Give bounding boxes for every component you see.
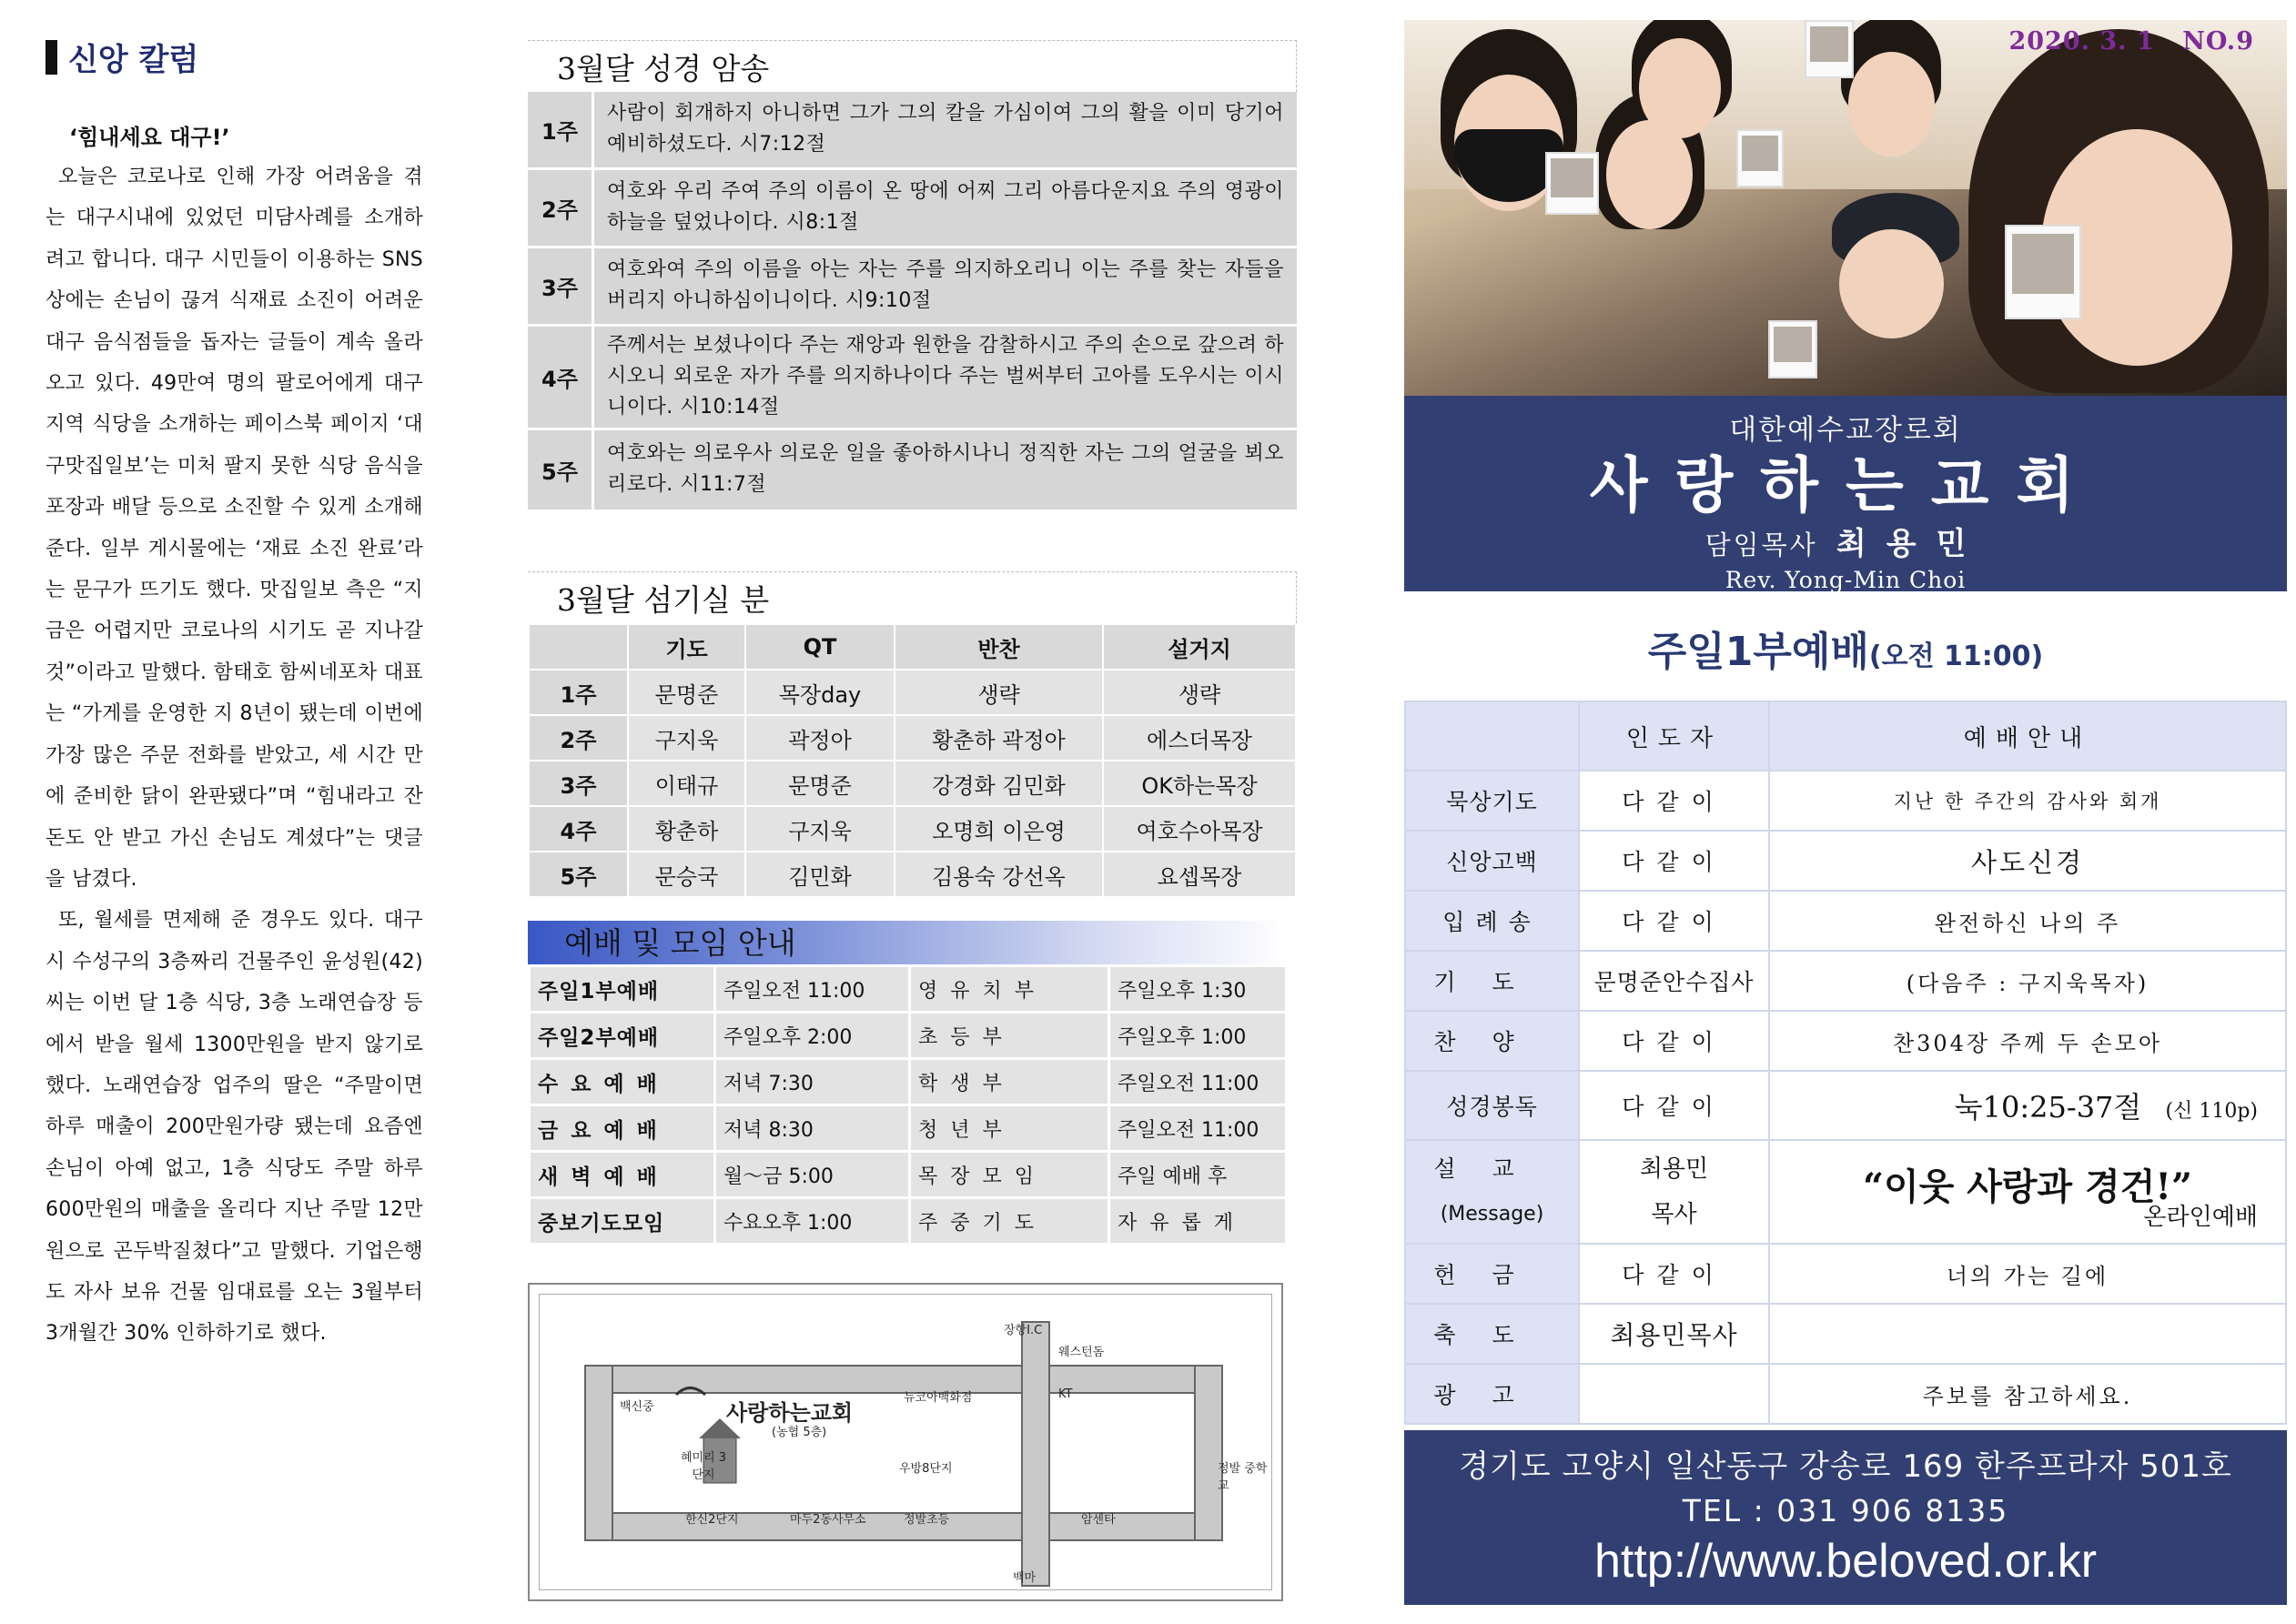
memory-verse-section bbox=[528, 40, 1297, 512]
duty-cell: 구지욱 bbox=[745, 806, 895, 852]
schedule-time: 주일오후 1:00 bbox=[1109, 1013, 1287, 1059]
issue-number: NO.9 bbox=[2182, 27, 2254, 55]
pastor-title: 담임목사 bbox=[1704, 530, 1818, 560]
schedule-time: 저녁 7:30 bbox=[715, 1059, 910, 1105]
duty-cell: 김용숙 강선옥 bbox=[895, 852, 1103, 897]
order-desc: 주보를 참고하세요. bbox=[1769, 1364, 2286, 1424]
order-leader: 문명준안수집사 bbox=[1579, 951, 1769, 1011]
column-paragraph: 또, 월세를 면제해 준 경우도 있다. 대구시 수성구의 3층짜리 건물주인 윤성원(42)씨는 이번 달 1층 식당, 3층 노래연습장 등에서 받을 월세 1300만원을 받지 않기로 했다. 노래연습장 업주의 딸은 “주말이면 하루 매출이 200만원가량 됐는데 요즘엔 손님이 아예 없고, 1층 식당도 주말 하루 600만원의 매출을 올리다 지난 주말 12만원으로 곤두박질쳤다”고 말했다. 기업은행도 자사 보유 건물 임대료를 오는 3월부터 3개월간 30% 인하하기로 했다. bbox=[46, 909, 423, 1346]
church-website-link[interactable]: http://www.beloved.or.kr bbox=[1593, 1535, 2098, 1588]
order-row bbox=[1405, 1244, 2286, 1304]
church-banner bbox=[1404, 396, 2287, 591]
schedule-time: 주일오전 11:00 bbox=[1109, 1059, 1287, 1105]
map-label: KT bbox=[1058, 1387, 1073, 1401]
order-leader: 다같이 bbox=[1579, 1071, 1769, 1140]
map-frame bbox=[539, 1294, 1272, 1590]
map-roads bbox=[540, 1295, 1275, 1593]
issue-date: 2020. 3. 1 bbox=[2008, 27, 2155, 55]
schedule-dept: 영유치부 bbox=[910, 966, 1109, 1013]
order-leader: 다같이 bbox=[1579, 771, 1769, 831]
schedule-time: 주일오전 11:00 bbox=[1109, 1105, 1287, 1152]
duty-col-header: QT bbox=[745, 624, 895, 670]
schedule-time: 주일오후 1:30 bbox=[1109, 966, 1287, 1013]
duty-heading: 3월달 섬기실 분 bbox=[528, 571, 1297, 623]
map-label: 장항I.C bbox=[1004, 1324, 1043, 1337]
order-desc: 완전하신 나의 주 bbox=[1769, 891, 2286, 951]
duty-row bbox=[529, 852, 1296, 897]
order-leader: 최용민목사 bbox=[1579, 1304, 1769, 1364]
duty-week: 4주 bbox=[529, 806, 628, 852]
schedule-row bbox=[530, 1105, 1287, 1152]
order-header-row bbox=[1405, 701, 2286, 771]
memory-row bbox=[528, 92, 1297, 168]
memory-week: 2주 bbox=[528, 168, 593, 247]
schedule-name: 새벽예배 bbox=[530, 1152, 715, 1198]
church-address: 경기도 고양시 일산동구 강송로 169 한주프라자 501호 bbox=[1459, 1448, 2232, 1485]
schedule-row bbox=[530, 1198, 1287, 1245]
order-row bbox=[1405, 831, 2286, 891]
schedule-name: 금요예배 bbox=[530, 1105, 715, 1152]
duty-cell: 문명준 bbox=[745, 761, 895, 806]
schedule-dept: 주중기도 bbox=[910, 1198, 1109, 1245]
order-desc: 지난 한 주간의 감사와 회개 bbox=[1769, 771, 2286, 831]
order-row bbox=[1405, 891, 2286, 951]
order-leader: 다같이 bbox=[1579, 891, 1769, 951]
schedule-section bbox=[528, 921, 1288, 1246]
duty-col-header: 기도 bbox=[628, 624, 745, 670]
schedule-table bbox=[528, 964, 1288, 1246]
order-leader: 다같이 bbox=[1579, 831, 1769, 891]
order-header-blank bbox=[1405, 701, 1579, 771]
duty-week: 3주 bbox=[529, 761, 628, 806]
schedule-name: 주일1부예배 bbox=[530, 966, 715, 1013]
memory-verse: 여호와 우리 주여 주의 이름이 온 땅에 어찌 그리 아름다운지요 주의 영광이 하늘을 덮었나이다. 시8:1절 bbox=[593, 168, 1298, 247]
map-church-label: 사랑하는교회 bbox=[726, 1400, 854, 1426]
order-label: 찬양 bbox=[1405, 1011, 1579, 1071]
duty-row bbox=[529, 806, 1296, 852]
order-desc: 너의 가는 길에 bbox=[1769, 1244, 2286, 1304]
order-leader: 다같이 bbox=[1579, 1011, 1769, 1071]
duty-cell: 이태규 bbox=[628, 761, 745, 806]
map-label: 웨스턴돔 bbox=[1058, 1346, 1105, 1359]
schedule-row bbox=[530, 1152, 1287, 1198]
order-label: 신앙고백 bbox=[1405, 831, 1579, 891]
memory-verse: 사람이 회개하지 아니하면 그가 그의 칼을 가심이여 그의 활을 이미 당기어 예비하셨도다. 시7:12절 bbox=[593, 92, 1298, 168]
pastor-line bbox=[1404, 519, 2287, 563]
schedule-name: 수요예배 bbox=[530, 1059, 715, 1105]
map-label: 백마 bbox=[1013, 1571, 1037, 1585]
order-row bbox=[1405, 1071, 2286, 1140]
order-label: 기도 bbox=[1405, 951, 1579, 1011]
duty-cell: 곽정아 bbox=[745, 715, 895, 761]
church-phone: TEL : 031 906 8135 bbox=[1682, 1493, 2009, 1528]
preacher-title: 목사 bbox=[1651, 1201, 1697, 1228]
duty-cell: 생략 bbox=[895, 670, 1103, 715]
order-desc: 사도신경 bbox=[1769, 831, 2286, 891]
duty-col-header bbox=[529, 624, 628, 670]
order-header-leader: 인도자 bbox=[1579, 701, 1769, 771]
faith-column bbox=[46, 35, 423, 1355]
duty-cell: OK하는목장 bbox=[1103, 761, 1296, 806]
service-name: 주일1부예배 bbox=[1647, 629, 1869, 675]
schedule-time: 주일오후 2:00 bbox=[715, 1013, 910, 1059]
map-label: (농협 5층) bbox=[772, 1426, 827, 1439]
pastor-english-name: Rev. Yong-Min Choi bbox=[1725, 567, 1967, 593]
memory-row bbox=[528, 429, 1297, 510]
order-header-guide: 예배안내 bbox=[1769, 701, 2286, 771]
schedule-time: 주일오전 11:00 bbox=[715, 966, 910, 1013]
order-label: 성경봉독 bbox=[1405, 1071, 1579, 1140]
schedule-time: 주일 예배 후 bbox=[1109, 1152, 1287, 1198]
duty-row bbox=[529, 715, 1296, 761]
schedule-dept: 학생부 bbox=[910, 1059, 1109, 1105]
memory-verse-table bbox=[528, 92, 1297, 512]
order-label: 축도 bbox=[1405, 1304, 1579, 1364]
cover-photo bbox=[1404, 20, 2287, 396]
duty-cell: 문명준 bbox=[628, 670, 745, 715]
order-row bbox=[1405, 1304, 2286, 1364]
memory-verse-heading: 3월달 성경 암송 bbox=[528, 40, 1297, 92]
map-label: 마두2동사무소 bbox=[790, 1513, 866, 1527]
map-label: 뉴코아백화점 bbox=[904, 1391, 973, 1405]
service-time: (오전 11:00) bbox=[1868, 641, 2044, 672]
denomination: 대한예수교장로회 bbox=[1729, 414, 1962, 447]
memory-row bbox=[528, 247, 1297, 325]
order-row bbox=[1405, 771, 2286, 831]
church-name: 사랑하는교회 bbox=[1589, 449, 2102, 520]
duty-table bbox=[528, 623, 1297, 898]
duty-cell: 여호수아목장 bbox=[1103, 806, 1296, 852]
sermon-note: 온라인예배 bbox=[2143, 1204, 2258, 1231]
duty-cell: 김민화 bbox=[745, 852, 895, 897]
schedule-row bbox=[530, 1059, 1287, 1105]
scripture-reference: 눅10:25-37절 bbox=[1954, 1090, 2142, 1125]
order-row-sermon bbox=[1405, 1140, 2286, 1244]
order-label-sub: (Message) bbox=[1440, 1203, 1544, 1226]
order-row bbox=[1405, 951, 2286, 1011]
order-row bbox=[1405, 1011, 2286, 1071]
column-body bbox=[46, 156, 423, 1355]
preacher-name: 최용민 bbox=[1639, 1155, 1709, 1183]
memory-week: 5주 bbox=[528, 429, 593, 510]
map-label: 한신2단지 bbox=[685, 1513, 739, 1527]
column-heading bbox=[46, 35, 423, 79]
map-label: 우방8단지 bbox=[899, 1462, 953, 1476]
sermon-title: “이웃 사랑과 경건!” bbox=[1863, 1165, 2192, 1208]
map-label: 암센타 bbox=[1081, 1513, 1116, 1527]
memory-verse: 주께서는 보셨나이다 주는 재앙과 원한을 감찰하시고 주의 손으로 갚으려 하시오니 외로운 자가 주를 의지하나이다 주는 벌써부터 고아를 도우시는 이시니이다. 시10:14절 bbox=[593, 325, 1298, 429]
schedule-row bbox=[530, 966, 1287, 1013]
duty-cell: 오명희 이은영 bbox=[895, 806, 1103, 852]
memory-row bbox=[528, 168, 1297, 247]
duty-cell: 구지욱 bbox=[628, 715, 745, 761]
order-label: 입례송 bbox=[1405, 891, 1579, 951]
duty-cell: 요셉목장 bbox=[1103, 852, 1296, 897]
memory-week: 4주 bbox=[528, 325, 593, 429]
schedule-time: 저녁 8:30 bbox=[715, 1105, 910, 1152]
duty-cell: 문승국 bbox=[628, 852, 745, 897]
order-desc bbox=[1769, 1304, 2286, 1364]
worship-order-table bbox=[1404, 701, 2287, 1425]
schedule-name: 주일2부예배 bbox=[530, 1013, 715, 1059]
issue-dateline bbox=[2008, 27, 2254, 55]
schedule-dept: 목장모임 bbox=[910, 1152, 1109, 1198]
duty-cell: 황춘하 곽정아 bbox=[895, 715, 1103, 761]
duty-week: 1주 bbox=[529, 670, 628, 715]
order-desc: 찬304장 주께 두 손모아 bbox=[1769, 1011, 2286, 1071]
schedule-dept: 초등부 bbox=[910, 1013, 1109, 1059]
duty-cell: 강경화 김민화 bbox=[895, 761, 1103, 806]
order-label: 묵상기도 bbox=[1405, 771, 1579, 831]
schedule-dept: 청년부 bbox=[910, 1105, 1109, 1152]
duty-col-header: 반찬 bbox=[895, 624, 1103, 670]
memory-verse: 여호와여 주의 이름을 아는 자는 주를 의지하오리니 이는 주를 찾는 자들을 버리지 아니하심이니이다. 시9:10절 bbox=[593, 247, 1298, 325]
order-desc-cell bbox=[1769, 1140, 2286, 1244]
order-leader: 다같이 bbox=[1579, 1244, 1769, 1304]
order-leader-cell bbox=[1579, 1140, 1769, 1244]
map-label: 정발 중학교 bbox=[1218, 1462, 1268, 1493]
church-footer bbox=[1404, 1430, 2287, 1605]
order-label: 헌금 bbox=[1405, 1244, 1579, 1304]
memory-row bbox=[528, 325, 1297, 429]
memory-week: 1주 bbox=[528, 92, 593, 168]
duty-row bbox=[529, 761, 1296, 806]
schedule-row bbox=[530, 1013, 1287, 1059]
schedule-heading: 예배 및 모임 안내 bbox=[528, 921, 1288, 964]
duty-col-header: 설거지 bbox=[1103, 624, 1296, 670]
order-label-cell bbox=[1405, 1140, 1579, 1244]
order-label: 설교 bbox=[1433, 1155, 1551, 1182]
order-label: 광고 bbox=[1405, 1364, 1579, 1424]
memory-verse: 여호와는 의로우사 의로운 일을 좋아하시나니 정직한 자는 그의 얼굴을 뵈오리로다. 시11:7절 bbox=[593, 429, 1298, 510]
duty-cell: 황춘하 bbox=[628, 806, 745, 852]
order-leader bbox=[1579, 1364, 1769, 1424]
column-paragraph: 오늘은 코로나로 인해 가장 어려움을 겪는 대구시내에 있었던 미담사례를 소개하려고 합니다. 대구 시민들이 이용하는 SNS상에는 손님이 끊겨 식재료 소진이 어려운 대구 음식점들을 돕자는 글들이 계속 올라오고 있다. 49만여 명의 팔로어에게 대구 지역 식당을 소개하는 페이스북 페이지 ‘대구맛집일보’는 미처 팔지 못한 식당 음식을 포장과 배달 등으로 소진할 수 있게 소개해 준다. 일부 게시물에는 ‘재료 소진 완료’라는 문구가 뜨기도 했다. 맛집일보 측은 “지금은 어렵지만 코로나의 시기도 곧 지나갈 것”이라고 말했다. 함태호 함씨네포차 대표는 “가게를 운영한 지 8년이 됐는데 이번에 가장 많은 주문 전화를 받았고, 세 시간 만에 준비한 닭이 완판됐다”며 “힘내라고 잔돈도 안 받고 가신 손님도 계셨다”는 댓글을 남겼다. bbox=[46, 166, 423, 891]
memory-week: 3주 bbox=[528, 247, 593, 325]
duty-week: 5주 bbox=[529, 852, 628, 897]
schedule-name: 중보기도모임 bbox=[530, 1198, 715, 1245]
schedule-time: 수요오후 1:00 bbox=[715, 1198, 910, 1245]
scripture-page: (신 110p) bbox=[2165, 1100, 2258, 1123]
duty-cell: 에스더목장 bbox=[1103, 715, 1296, 761]
map-label: 정발초등 bbox=[904, 1513, 950, 1527]
duty-row bbox=[529, 670, 1296, 715]
schedule-time: 월～금 5:00 bbox=[715, 1152, 910, 1198]
pastor-name: 최용민 bbox=[1836, 526, 1987, 562]
location-map bbox=[528, 1283, 1283, 1601]
schedule-time: 자유롭게 bbox=[1109, 1198, 1287, 1245]
order-desc: (다음주 : 구지욱목자) bbox=[1769, 951, 2286, 1011]
column-title: ‘힘내세요 대구!’ bbox=[69, 125, 230, 150]
column-heading-text: 신앙 칼럼 bbox=[68, 42, 199, 78]
duty-header-row bbox=[529, 624, 1296, 670]
duty-cell: 목장day bbox=[745, 670, 895, 715]
heading-bar bbox=[46, 40, 57, 75]
map-label: 혜미리 3단지 bbox=[680, 1451, 727, 1482]
duty-section bbox=[528, 571, 1297, 898]
duty-week: 2주 bbox=[529, 715, 628, 761]
duty-cell: 생략 bbox=[1103, 670, 1296, 715]
service-title bbox=[1404, 619, 2287, 677]
order-row bbox=[1405, 1364, 2286, 1424]
order-desc-cell bbox=[1769, 1071, 2286, 1140]
map-label: 백신중 bbox=[620, 1400, 654, 1414]
